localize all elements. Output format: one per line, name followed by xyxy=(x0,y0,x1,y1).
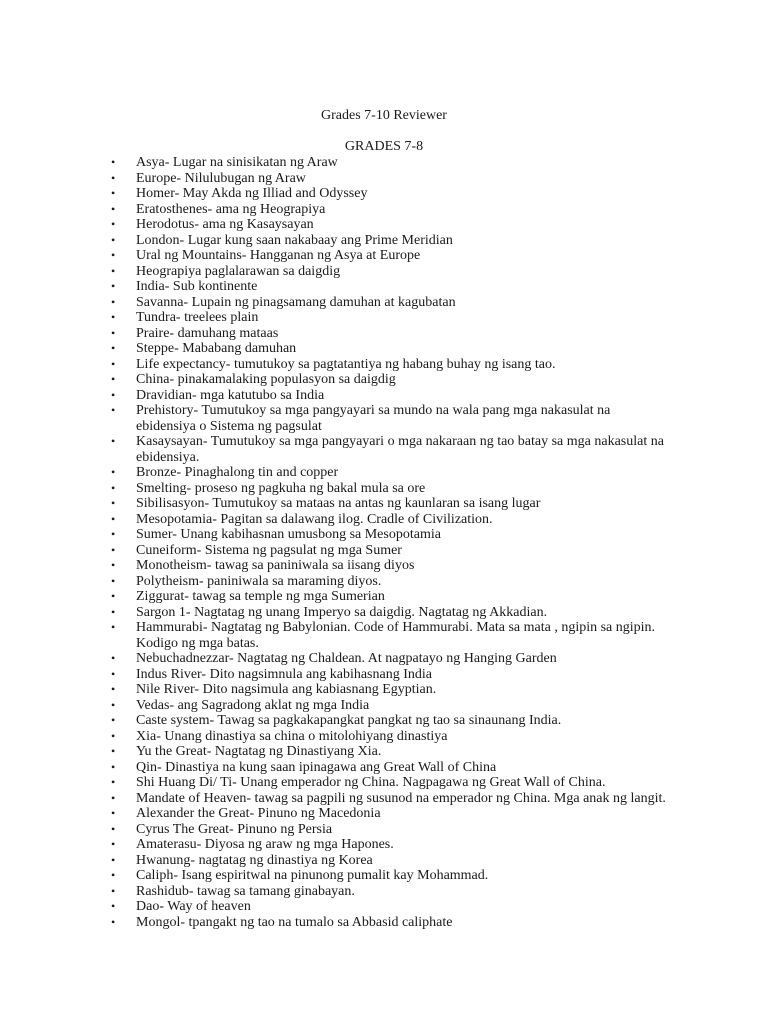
list-item xyxy=(0,233,768,249)
bullet-icon: • xyxy=(111,651,116,665)
list-item-text: Ziggurat- tawag sa temple ng mga Sumerian xyxy=(136,589,385,604)
list-item xyxy=(0,279,768,295)
list-item xyxy=(0,682,768,698)
list-item-text: Smelting- proseso ng pagkuha ng bakal mula sa ore xyxy=(136,480,426,496)
list-item xyxy=(0,465,768,481)
list-item-text: Asya- Lugar na sinisikatan ng Araw xyxy=(136,155,338,170)
list-item-text: Amaterasu- Diyosa ng araw ng mga Hapones. xyxy=(136,837,394,852)
list-item-text: Alexander the Great- Pinuno ng Macedonia xyxy=(136,806,381,821)
bullet-icon: • xyxy=(111,542,116,557)
bullet-icon: • xyxy=(111,883,116,898)
bullet-icon: • xyxy=(111,914,116,929)
list-item-text: Sargon 1- Nagtatag ng unang Imperyo sa daigdig. Nagtatag ng Akkadian. xyxy=(136,604,548,620)
list-item-text: Caliph- Isang espiritwal na pinunong pumalit kay Mohammad. xyxy=(136,868,489,883)
list-item-text: China- pinakamalaking populasyon sa daigdig xyxy=(136,372,396,387)
list-item-text: Mongol- tpangakt ng tao na tumalo sa Abbasid caliphate xyxy=(136,914,453,930)
bullet-icon: • xyxy=(111,511,116,526)
list-item xyxy=(0,264,768,280)
list-item-text: Life expectancy- tumutukoy sa pagtatantiya ng habang buhay ng isang tao. xyxy=(136,356,556,372)
list-item xyxy=(0,713,768,729)
list-item-text: Nile River- Dito nagsimula ang kabiasnang Egyptian. xyxy=(136,682,437,697)
list-item xyxy=(0,574,768,590)
section-heading: GRADES 7-8 xyxy=(344,139,424,154)
list-item xyxy=(0,589,768,605)
bullet-icon: • xyxy=(111,341,116,355)
list-item xyxy=(0,341,768,357)
list-item xyxy=(0,171,768,187)
bullet-icon: • xyxy=(111,620,116,634)
bullet-icon: • xyxy=(111,589,116,603)
bullet-icon: • xyxy=(111,821,116,836)
list-item-text: Cyrus The Great- Pinuno ng Persia xyxy=(136,821,333,837)
term-list xyxy=(0,155,768,930)
list-item-text: Tundra- treelees plain xyxy=(136,310,259,325)
list-item xyxy=(0,295,768,311)
document-title: Grades 7-10 Reviewer xyxy=(321,108,447,123)
list-item xyxy=(0,744,768,760)
bullet-icon: • xyxy=(111,325,116,340)
bullet-icon: • xyxy=(111,387,116,402)
list-item-text: Heograpiya paglalarawan sa daigdig xyxy=(136,263,341,279)
list-item-text: Hwanung- nagtatag ng dinastiya ng Korea xyxy=(136,852,373,868)
list-item xyxy=(0,698,768,714)
list-item-text: Homer- May Akda ng Illiad and Odyssey xyxy=(136,186,368,201)
list-item xyxy=(0,667,768,683)
list-item-text: Qin- Dinastiya na kung saan ipinagawa ang Great Wall of China xyxy=(136,759,497,775)
bullet-icon: • xyxy=(111,263,116,278)
list-item xyxy=(0,899,768,915)
list-item-text: Eratosthenes- ama ng Heograpiya xyxy=(136,201,326,217)
list-item xyxy=(0,496,768,512)
list-item xyxy=(0,326,768,342)
list-item xyxy=(0,403,768,434)
bullet-icon: • xyxy=(111,232,116,247)
list-item-text: Mandate of Heaven- tawag sa pagpili ng susunod na emperador ng China. Mga anak ng langit. xyxy=(136,790,666,806)
bullet-icon: • xyxy=(111,728,116,743)
list-item xyxy=(0,651,768,667)
list-item xyxy=(0,217,768,233)
list-item-text: Monotheism- tawag sa paniniwala sa iisang diyos xyxy=(136,558,415,573)
list-item-text: Bronze- Pinaghalong tin and copper xyxy=(136,465,339,480)
bullet-icon: • xyxy=(111,279,116,293)
list-item xyxy=(0,775,768,791)
list-item-text: Savanna- Lupain ng pinagsamang damuhan at kagubatan xyxy=(136,294,456,310)
bullet-icon: • xyxy=(111,186,116,200)
list-item xyxy=(0,729,768,745)
bullet-icon: • xyxy=(111,682,116,696)
bullet-icon: • xyxy=(111,899,116,913)
list-item xyxy=(0,620,768,651)
list-item xyxy=(0,434,768,465)
bullet-icon: • xyxy=(111,775,116,789)
bullet-icon: • xyxy=(111,759,116,774)
list-item xyxy=(0,791,768,807)
list-item xyxy=(0,155,768,171)
bullet-icon: • xyxy=(111,434,116,448)
list-item xyxy=(0,202,768,218)
list-item xyxy=(0,357,768,373)
list-item-text: Nebuchadnezzar- Nagtatag ng Chaldean. At nagpatayo ng Hanging Garden xyxy=(136,651,557,666)
list-item-text: Xia- Unang dinastiya sa china o mitolohiyang dinastiya xyxy=(136,728,448,744)
bullet-icon: • xyxy=(111,403,116,417)
list-item xyxy=(0,853,768,869)
list-item xyxy=(0,837,768,853)
bullet-icon: • xyxy=(111,496,116,510)
list-item-text: Polytheism- paniniwala sa maraming diyos. xyxy=(136,573,382,589)
bullet-icon: • xyxy=(111,527,116,541)
bullet-icon: • xyxy=(111,697,116,712)
list-item xyxy=(0,512,768,528)
bullet-icon: • xyxy=(111,852,116,867)
list-item-text: Steppe- Mababang damuhan xyxy=(136,341,297,356)
list-item xyxy=(0,915,768,931)
list-item-text: Vedas- ang Sagradong aklat ng mga India xyxy=(136,697,370,713)
bullet-icon: • xyxy=(111,217,116,231)
bullet-icon: • xyxy=(111,372,116,386)
list-item-text: Prehistory- Tumutukoy sa mga pangyayari sa mundo na wala pang mga nakasulat na ebidensiya o Sistema ng pagsulat xyxy=(136,403,611,434)
list-item xyxy=(0,186,768,202)
list-item xyxy=(0,527,768,543)
list-item xyxy=(0,822,768,838)
list-item xyxy=(0,248,768,264)
list-item-text: Dao- Way of heaven xyxy=(136,899,251,914)
list-item xyxy=(0,372,768,388)
bullet-icon: • xyxy=(111,248,116,262)
list-item xyxy=(0,884,768,900)
list-item-text: Ural ng Mountains- Hangganan ng Asya at Europe xyxy=(136,248,421,263)
list-item-text: Caste system- Tawag sa pagkakapangkat pangkat ng tao sa sinaunang India. xyxy=(136,713,562,728)
bullet-icon: • xyxy=(111,806,116,820)
list-item-text: India- Sub kontinente xyxy=(136,279,258,294)
bullet-icon: • xyxy=(111,558,116,572)
bullet-icon: • xyxy=(111,465,116,479)
bullet-icon: • xyxy=(111,666,116,681)
list-item-text: Sibilisasyon- Tumutukoy sa mataas na antas ng kaunlaran sa isang lugar xyxy=(136,496,541,511)
list-item xyxy=(0,806,768,822)
list-item-text: Kasaysayan- Tumutukoy sa mga pangyayari o mga nakaraan ng tao batay sa mga nakasulat na ebidensiya. xyxy=(136,434,664,465)
list-item xyxy=(0,558,768,574)
list-item-text: Indus River- Dito nagsimnula ang kabihasnang India xyxy=(136,666,432,682)
list-item-text: Shi Huang Di/ Ti- Unang emperador ng China. Nagpagawa ng Great Wall of China. xyxy=(136,775,606,790)
list-item-text: Mesopotamia- Pagitan sa dalawang ilog. Cradle of Civilization. xyxy=(136,511,493,527)
list-item-text: Europe- Nilulubugan ng Araw xyxy=(136,170,306,186)
bullet-icon: • xyxy=(111,201,116,216)
bullet-icon: • xyxy=(111,294,116,309)
bullet-icon: • xyxy=(111,155,116,169)
bullet-icon: • xyxy=(111,480,116,495)
list-item-text: Cuneiform- Sistema ng pagsulat ng mga Sumer xyxy=(136,542,402,558)
list-item-text: Rashidub- tawag sa tamang ginabayan. xyxy=(136,883,355,899)
list-item-text: Dravidian- mga katutubo sa India xyxy=(136,387,325,403)
list-item-text: London- Lugar kung saan nakabaay ang Prime Meridian xyxy=(136,232,453,248)
bullet-icon: • xyxy=(111,604,116,619)
bullet-icon: • xyxy=(111,356,116,371)
list-item xyxy=(0,481,768,497)
list-item-text: Sumer- Unang kabihasnan umusbong sa Mesopotamia xyxy=(136,527,441,542)
list-item-text: Praire- damuhang mataas xyxy=(136,325,279,341)
list-item xyxy=(0,388,768,404)
list-item xyxy=(0,310,768,326)
list-item xyxy=(0,760,768,776)
list-item-text: Hammurabi- Nagtatag ng Babylonian. Code of Hammurabi. Mata sa mata , ngipin sa ngipin. Kodigo ng mga batas. xyxy=(136,620,656,651)
list-item-text: Herodotus- ama ng Kasaysayan xyxy=(136,217,314,232)
bullet-icon: • xyxy=(111,713,116,727)
list-item xyxy=(0,543,768,559)
bullet-icon: • xyxy=(111,837,116,851)
list-item-text: Yu the Great- Nagtatag ng Dinastiyang Xia. xyxy=(136,744,382,759)
list-item xyxy=(0,868,768,884)
bullet-icon: • xyxy=(111,790,116,805)
list-item xyxy=(0,605,768,621)
bullet-icon: • xyxy=(111,868,116,882)
bullet-icon: • xyxy=(111,170,116,185)
bullet-icon: • xyxy=(111,573,116,588)
bullet-icon: • xyxy=(111,744,116,758)
bullet-icon: • xyxy=(111,310,116,324)
